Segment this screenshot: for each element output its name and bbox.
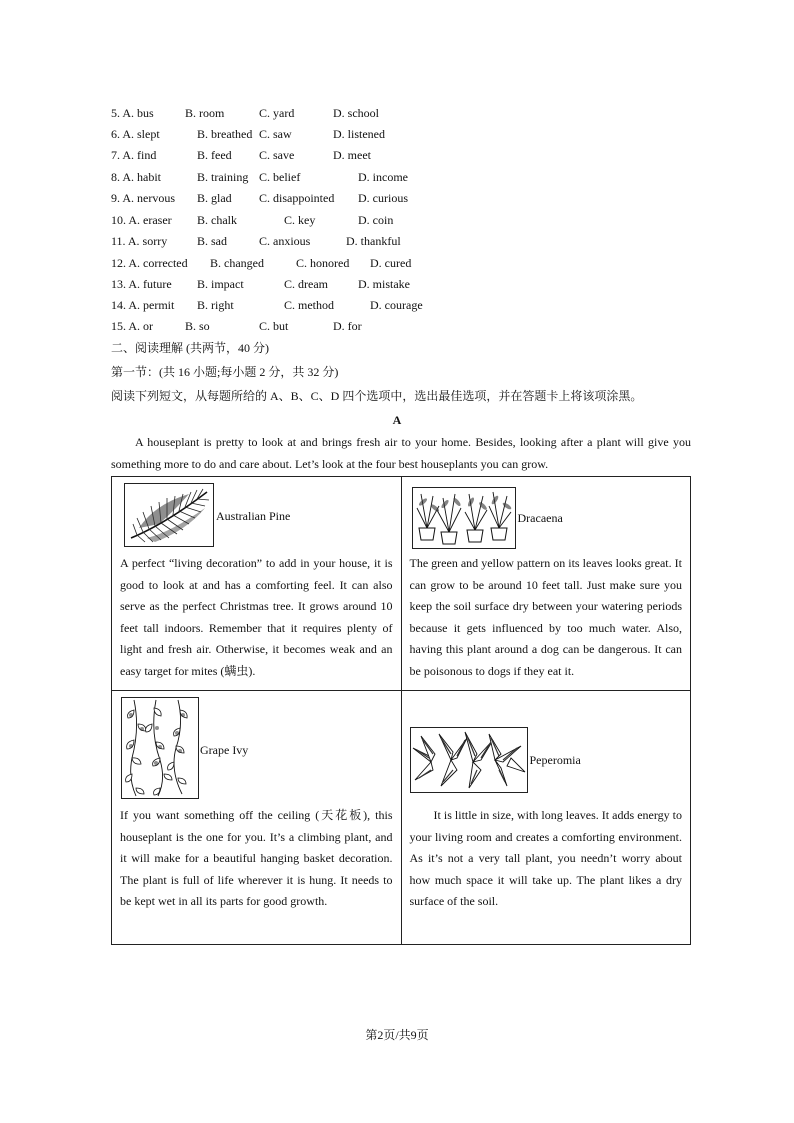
option-d: D. meet	[333, 148, 371, 162]
option-b: B. training	[197, 170, 249, 184]
option-b: B. so	[185, 319, 210, 333]
option-a: 7. A. find	[111, 148, 157, 162]
option-c: C. belief	[259, 170, 301, 184]
option-a: 8. A. habit	[111, 170, 161, 184]
option-d: D. income	[358, 170, 408, 184]
option-d: D. listened	[333, 127, 385, 141]
plant-cell-grape-ivy	[112, 691, 402, 945]
page-footer: 第2页/共9页	[365, 1028, 429, 1042]
option-b: B. sad	[197, 234, 227, 248]
option-d: D. cured	[370, 256, 412, 270]
plant-description: It is little in size, with long leaves. It adds energy to your living room and creates a comforting environment. As it’s not a very tall plant, you needn’t worry about how much space it will take up. The plant likes a dry surface of the soil.	[409, 808, 682, 908]
option-d: D. courage	[370, 298, 423, 312]
pine-branch-icon	[124, 483, 214, 547]
passage-intro	[111, 431, 691, 475]
option-b: B. right	[197, 298, 234, 312]
option-a: 5. A. bus	[111, 106, 154, 120]
plant-name: Peperomia	[529, 753, 581, 767]
plants-table	[111, 476, 691, 945]
option-d: D. curious	[358, 191, 408, 205]
option-a: 15. A. or	[111, 319, 153, 333]
option-c: C. but	[259, 319, 289, 333]
leafy-plant-icon	[410, 727, 528, 793]
option-c: C. key	[284, 213, 316, 227]
option-a: 13. A. future	[111, 277, 172, 291]
plant-name: Grape Ivy	[200, 743, 249, 757]
option-d: D. school	[333, 106, 379, 120]
option-c: C. yard	[259, 106, 295, 120]
plant-description: The green and yellow pattern on its leaves looks great. It can grow to be around 10 feet tall. Just make sure you keep the soil surface dry between your watering periods because it gets influenced by too much water. Also, having this plant around a dog can be dangerous. It can be poisonous to dogs if they eat it.	[409, 556, 682, 678]
option-b: B. impact	[197, 277, 244, 291]
option-a: 14. A. permit	[111, 298, 175, 312]
option-c: C. saw	[259, 127, 292, 141]
option-c: C. dream	[284, 277, 328, 291]
plant-cell-peperomia	[401, 691, 691, 945]
option-a: 9. A. nervous	[111, 191, 175, 205]
option-b: B. room	[185, 106, 225, 120]
option-b: B. chalk	[197, 213, 237, 227]
plant-name: Australian Pine	[216, 509, 291, 523]
option-a: 10. A. eraser	[111, 213, 172, 227]
section-title: 二、阅读理解 (共两节，40 分)	[111, 341, 269, 355]
plant-cell-dracaena	[401, 477, 691, 691]
plant-cell-australian-pine	[112, 477, 402, 691]
option-d: D. thankful	[346, 234, 401, 248]
option-c: C. disappointed	[259, 191, 335, 205]
option-a: 6. A. slept	[111, 127, 160, 141]
option-c: C. save	[259, 148, 295, 162]
option-d: D. coin	[358, 213, 394, 227]
passage-label: A	[392, 413, 402, 427]
option-b: B. breathed	[197, 127, 253, 141]
intro-text: A houseplant is pretty to look at and brings fresh air to your home. Besides, looking after a plant will give you something more to do and care about. Let’s look at the four best houseplants you can grow.	[111, 435, 691, 471]
hanging-ivy-icon	[121, 697, 199, 799]
option-c: C. method	[284, 298, 334, 312]
option-a: 11. A. sorry	[111, 234, 168, 248]
subsection-title: 第一节：(共 16 小题;每小题 2 分，共 32 分)	[111, 365, 339, 379]
option-d: D. mistake	[358, 277, 410, 291]
plant-description: If you want something off the ceiling (天花板), this houseplant is the one for you. It’s a climbing plant, and it will make for a beautiful hanging basket decoration. The plant is full of life wherever it is hung. It needs to be kept wet in all its parts for good growth.	[120, 808, 393, 908]
option-b: B. glad	[197, 191, 232, 205]
option-c: C. anxious	[259, 234, 311, 248]
option-a: 12. A. corrected	[111, 256, 188, 270]
plant-name: Dracaena	[517, 511, 563, 525]
option-b: B. feed	[197, 148, 232, 162]
option-b: B. changed	[210, 256, 264, 270]
option-c: C. honored	[296, 256, 350, 270]
option-d: D. for	[333, 319, 362, 333]
potted-plants-icon	[412, 487, 516, 549]
plant-description: A perfect “living decoration” to add in your house, it is good to look at and has a comforting feel. It can also serve as the perfect Christmas tree. It grows around 10 feet tall indoors. Remember that it requires plenty of light and fresh air. Otherwise, it becomes weak and an easy target for mites (螨虫).	[120, 556, 393, 678]
instructions: 阅读下列短文，从每题所给的 A、B、C、D 四个选项中，选出最佳选项，并在答题卡上将该项涂黑。	[111, 389, 643, 403]
